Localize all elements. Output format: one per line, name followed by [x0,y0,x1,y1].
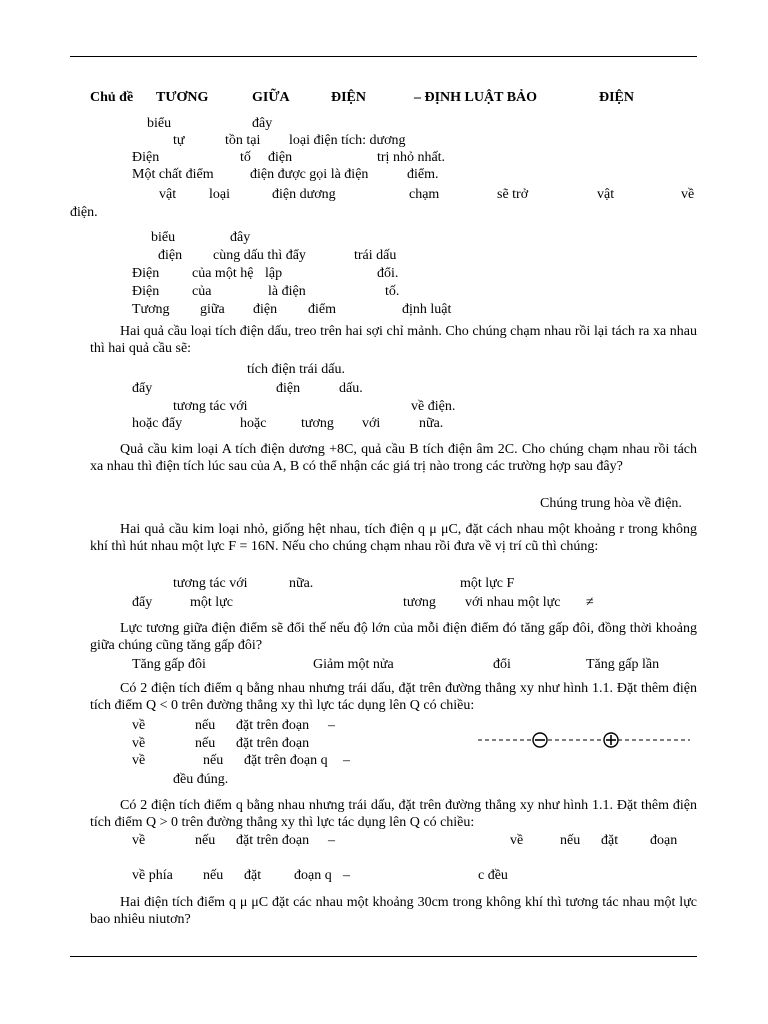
bottom-rule [70,956,697,957]
q3-option: tương [403,595,436,610]
theory1-text: vật [597,187,615,202]
q3-option: một lực [190,595,233,610]
question-4: Lực tương giữa điện điểm sẽ đổi thế nếu độ lớn của mỗi điện điểm đó tăng gấp đôi, đồng thời khoảng giữa chúng cũng tăng gấp đôi? [90,621,697,653]
q5-option: – [328,718,335,733]
q1-option: dấu. [339,381,363,396]
q4-option: Tăng gấp lần [586,657,660,672]
theory1-text: loại [209,187,230,202]
q6-option: – [328,833,335,848]
q1-option: nữa. [419,416,444,431]
theory2-text: là điện [268,284,306,299]
theory1-text: điện dương [272,187,336,202]
question-3: Hai quả cầu kim loại nhỏ, giống hệt nhau, tích điện q μ μC, đặt cách nhau một khoảng r trong không khí thì hút nhau một lực F = 16N. Nếu cho chúng chạm nhau rồi đưa về vị trí cũ thì chúng: [90,522,697,554]
q3-option: một lực F [460,576,515,591]
theory1-text: đây [252,116,273,131]
theory1-text: điểm. [407,167,439,182]
theory1-text: tự [173,133,185,148]
q3-option: đẩy [132,595,153,610]
q6-option: nếu [203,868,224,883]
theory1-text: tồn tại [225,133,261,148]
q6-option: về [510,833,524,848]
q6-option: đặt trên đoạn [236,833,310,848]
top-rule [70,56,697,57]
q1-option: hoặc [240,416,267,431]
q1-option: hoặc đẩy [132,416,183,431]
q1-option: điện [276,381,301,396]
q6-option: đặt [601,833,619,848]
title-word-4: – ĐỊNH LUẬT BẢO [414,90,538,105]
title-word-1: TƯƠNG [156,90,209,105]
theory2-text: giữa [200,302,225,317]
q4-option: Tăng gấp đôi [132,657,206,672]
theory2-text: biểu [151,230,176,245]
question-1: Hai quả cầu loại tích điện dấu, treo trên hai sợi chỉ mảnh. Cho chúng chạm nhau rồi lại tách ra xa nhau thì hai quả cầu sẽ: [90,324,697,356]
figure-1-1-line-xy [478,731,690,749]
q3-option: với nhau một lực [465,595,561,610]
theory1-text: điện [268,150,293,165]
q6-option: về [132,833,146,848]
theory1-text: điện. [70,205,98,220]
theory1-text: trị nhỏ nhất. [377,150,446,165]
theory2-text: điện [253,302,278,317]
theory2-text: điện [158,248,183,263]
q5-option: về [132,753,146,768]
q6-option: đoạn [650,833,678,848]
positive-charge-icon [604,733,618,747]
q4-option: Giảm một nửa [313,657,394,672]
question-2: Quả cầu kim loại A tích điện dương +8C, quả cầu B tích điện âm 2C. Cho chúng chạm nhau rồi tách xa nhau thì điện tích lúc sau của A, B có thể nhận các giá trị nào trong các trường hợp sau đây? [90,442,697,474]
theory2-text: Điện [132,266,160,281]
question-7: Hai điện tích điểm q μ μC đặt các nhau một khoảng 30cm trong không khí thì tương tác nhau một lực bao nhiêu niutơn? [90,895,697,927]
q5-option: đặt trên đoạn [236,736,310,751]
theory2-text: định luật [402,302,452,317]
theory2-text: tố. [385,284,400,299]
question-5: Có 2 điện tích điểm q bằng nhau nhưng trái dấu, đặt trên đường thẳng xy như hình 1.1. Đặt thêm điện tích điểm Q < 0 trên đường thẳng xy thì lực tác dụng lên Q có chiều: [90,681,697,713]
title-word-3: ĐIỆN [331,90,367,105]
q1-option: đẩy [132,381,153,396]
q2-option: Chúng trung hòa về điện. [540,496,682,511]
q5-option: nếu [203,753,224,768]
q5-option: đều đúng. [173,772,229,787]
theory1-text: tố [240,150,251,165]
q5-option: – [343,753,350,768]
theory1-text: sẽ trở [497,187,529,202]
theory1-text: điện được gọi là điện [250,167,369,182]
theory1-text: vật [159,187,177,202]
negative-charge-icon [533,733,547,747]
theory1-text: loại điện tích: dương [289,133,406,148]
q1-option: tương [301,416,334,431]
q6-option: đặt [244,868,262,883]
q6-option: đoạn q [294,868,332,883]
q1-option: về điện. [411,399,456,414]
theory1-text: về [681,187,695,202]
q3-option: tương tác với [173,576,248,591]
q1-option: với [362,416,381,431]
q5-option: nếu [195,718,216,733]
q5-option: đặt trên đoạn [236,718,310,733]
theory2-text: Điện [132,284,160,299]
theory2-text: trái dấu [354,248,397,263]
theory1-text: chạm [409,187,440,202]
question-6: Có 2 điện tích điểm q bằng nhau nhưng trái dấu, đặt trên đường thẳng xy như hình 1.1. Đặt thêm điện tích điểm Q > 0 trên đường thẳng xy thì lực tác dụng lên Q có chiều: [90,798,697,830]
theory1-text: Một chất điểm [132,167,214,182]
theory2-text: điểm [308,302,336,317]
theory2-text: của một hệ [192,266,254,281]
theory2-text: đây [230,230,251,245]
q6-option: – [343,868,350,883]
q6-option: về phía [132,868,173,883]
theory2-text: Tương [132,302,170,317]
q5-option: về [132,736,146,751]
q5-option: nếu [195,736,216,751]
theory1-text: biểu [147,116,172,131]
q5-option: về [132,718,146,733]
q3-option: ≠ [586,595,594,610]
topic-label: Chủ đề [90,90,134,105]
q6-option: nếu [560,833,581,848]
q6-option: c đều [478,868,508,883]
q6-option: nếu [195,833,216,848]
theory1-text: Điện [132,150,160,165]
q5-option: đặt trên đoạn q [244,753,328,768]
theory2-text: cùng dấu thì đẩy [213,248,306,263]
title-word-5: ĐIỆN [599,90,635,105]
theory2-text: đổi. [377,266,399,281]
theory2-text: lập [265,266,283,281]
q1-option: tích điện trái dấu. [247,362,345,377]
q3-option: nữa. [289,576,314,591]
title-word-2: GIỮA [252,90,290,105]
theory2-text: của [192,284,212,299]
q4-option: đổi [493,657,511,672]
q1-option: tương tác với [173,399,248,414]
